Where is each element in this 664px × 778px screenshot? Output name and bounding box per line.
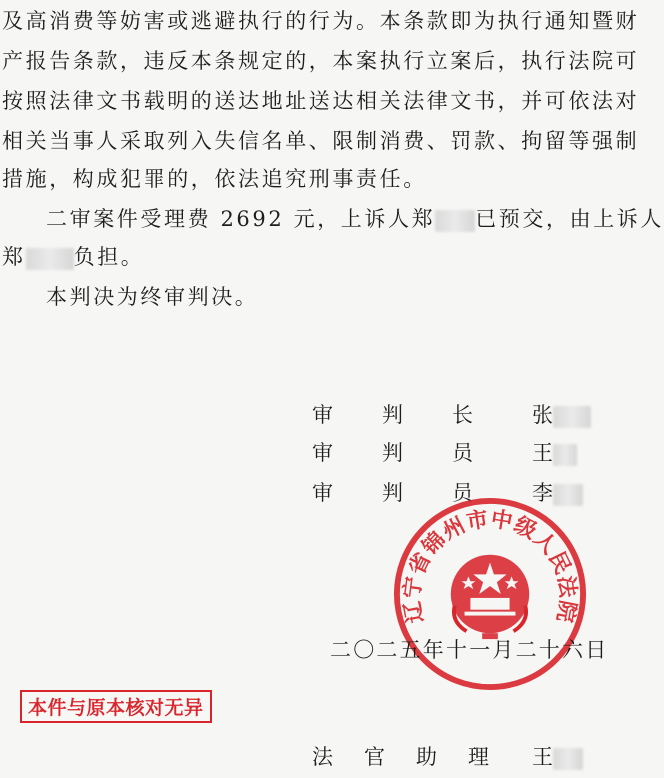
role-char: 判 xyxy=(382,403,403,427)
signer-name: 王 xyxy=(532,441,553,465)
body-line-5: 措施，构成犯罪的，依法追究刑事责任。 xyxy=(2,167,427,191)
redacted-name xyxy=(553,748,583,770)
signature-judge-assistant xyxy=(312,742,583,772)
role-char: 员 xyxy=(452,481,473,505)
role-char: 判 xyxy=(382,441,403,465)
signer-name: 王 xyxy=(532,745,553,769)
role-char: 法 xyxy=(312,745,333,769)
fee-paragraph-line-1 xyxy=(46,204,664,234)
redacted-name xyxy=(26,248,74,270)
role-char: 官 xyxy=(364,745,385,769)
final-judgment-line: 本判决为终审判决。 xyxy=(46,285,259,309)
seal-text: 辽宁省锦州市中级人民法院 xyxy=(399,506,581,626)
body-line-2: 产报告条款，违反本条规定的，本案执行立案后，执行法院可 xyxy=(2,49,640,73)
role-char: 长 xyxy=(452,403,473,427)
role-char: 判 xyxy=(382,481,403,505)
judgment-date: 二〇二五年十一月二十六日 xyxy=(330,638,609,662)
redacted-name xyxy=(435,210,475,232)
fee-text-suffix: 已预交，由上诉人 xyxy=(475,207,664,231)
signer-name: 李 xyxy=(532,481,553,505)
role-char: 理 xyxy=(468,745,489,769)
certified-copy-stamp: 本件与原本核对无异 xyxy=(20,690,212,723)
redacted-name xyxy=(553,406,591,428)
body-line-1: 及高消费等妨害或逃避执行的行为。本条款即为执行通知暨财 xyxy=(2,9,640,33)
role-char: 员 xyxy=(452,441,473,465)
role-char: 助 xyxy=(416,745,437,769)
signature-judge-1 xyxy=(312,438,577,468)
body-line-3: 按照法律文书载明的送达地址送达相关法律文书，并可依法对 xyxy=(2,89,640,113)
signature-presiding-judge xyxy=(312,400,591,430)
role-char: 审 xyxy=(312,481,333,505)
body-line-4: 相关当事人采取列入失信名单、限制消费、罚款、拘留等强制 xyxy=(2,129,640,153)
fee-text-prefix: 二审案件受理费 2692 元，上诉人郑 xyxy=(46,207,436,231)
redacted-name xyxy=(553,444,577,466)
fee-paragraph-line-2 xyxy=(2,242,144,272)
role-char: 审 xyxy=(312,403,333,427)
fee-line2-prefix: 郑 xyxy=(2,245,26,269)
signer-name: 张 xyxy=(532,403,553,427)
fee-line2-suffix: 负担。 xyxy=(73,245,145,269)
role-char: 审 xyxy=(312,441,333,465)
